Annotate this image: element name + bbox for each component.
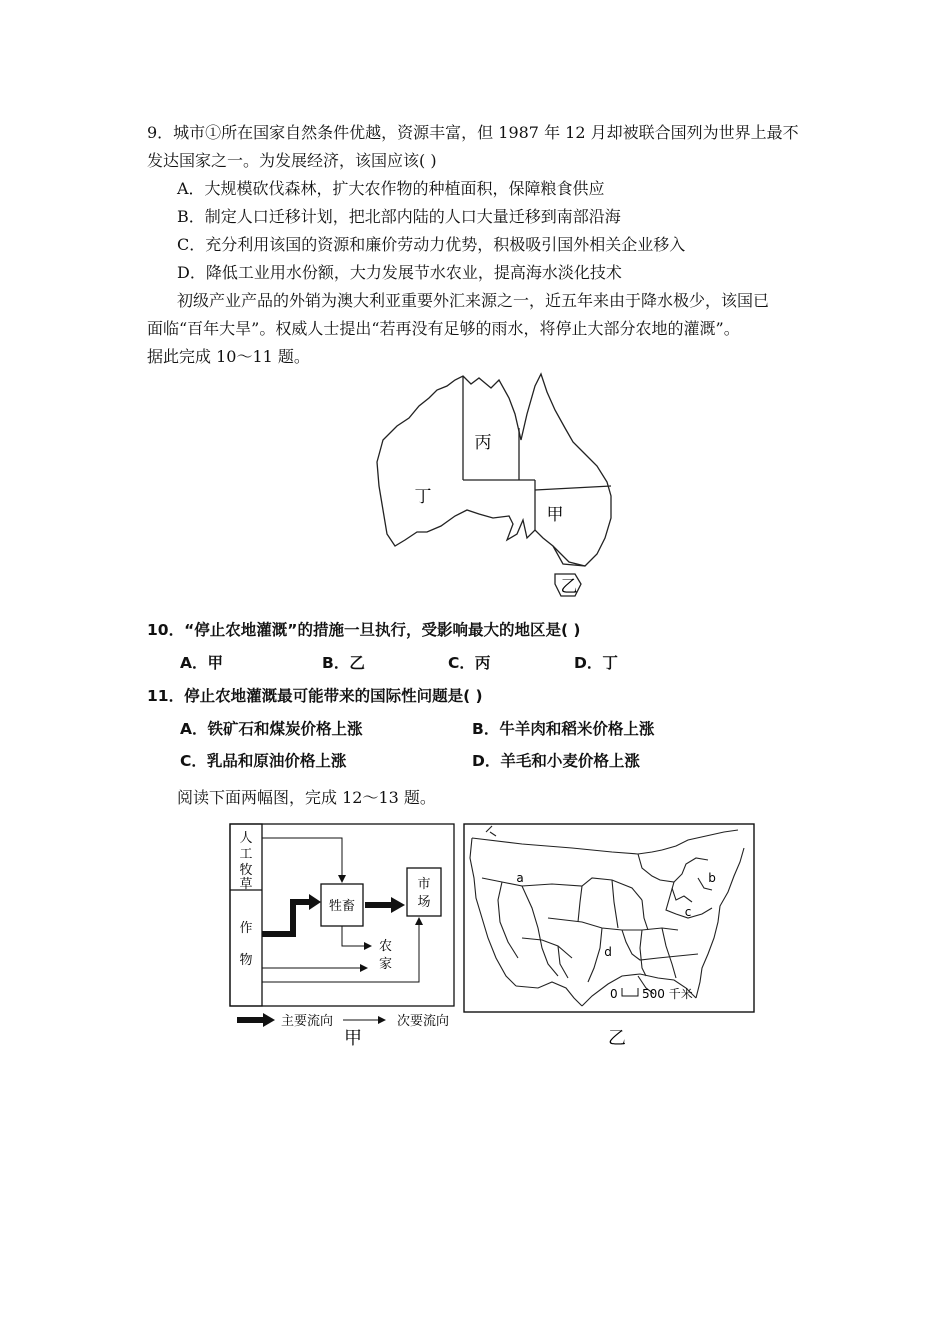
map-label-ding: 丁: [414, 487, 432, 507]
livestock-label: 牲畜: [328, 899, 356, 914]
australia-outline: [377, 374, 611, 596]
map-label-bing: 丙: [474, 433, 492, 453]
flow-diagram: [225, 818, 465, 1050]
q9-option-d: D．降低工业用水份额，大力发展节水农业，提高海水淡化技术: [177, 263, 622, 282]
q10-option-c: C．丙: [448, 654, 491, 672]
flow-diagram-caption: 甲: [344, 1028, 362, 1049]
us-map-label-c: c: [684, 905, 692, 919]
q9-option-a: A．大规模砍伐森林，扩大农作物的种植面积，保障粮食供应: [177, 179, 605, 198]
pasture-to-livestock-arrow: [262, 838, 342, 882]
q11-option-b: B．牛羊肉和稻米价格上涨: [472, 720, 655, 738]
q11-option-c: C．乳品和原油价格上涨: [180, 752, 347, 770]
us-map-caption: 乙: [608, 1028, 626, 1049]
crops-char-2: 物: [239, 953, 253, 968]
passage-line3: 据此完成 10～11 题。: [147, 347, 310, 366]
crops-to-market-arrow: [262, 918, 419, 982]
passage-line2: 面临“百年大旱”。权威人士提出“若再没有足够的雨水，将停止大部分农地的灌溉”。: [147, 319, 740, 338]
crops-char-1: 作: [239, 921, 253, 936]
q10-stem: 10．“停止农地灌溉”的措施一旦执行，受影响最大的地区是( ): [147, 621, 581, 639]
us-map-label-d: d: [604, 945, 612, 959]
q11-option-d: D．羊毛和小麦价格上涨: [472, 752, 640, 770]
q11-option-a: A．铁矿石和煤炭价格上涨: [180, 720, 363, 738]
map-label-jia: 甲: [546, 505, 564, 525]
pasture-char-4: 草: [239, 877, 253, 892]
us-map: [462, 818, 758, 1050]
us-map-scale-zero: 0: [610, 987, 618, 1001]
australia-map: [375, 370, 625, 602]
pasture-char-1: 人: [239, 831, 253, 846]
legend-secondary-label: 次要流向: [397, 1014, 450, 1029]
map-label-yi: 乙: [560, 577, 578, 597]
q9-option-b: B．制定人口迁移计划，把北部内陆的人口大量迁移到南部沿海: [177, 207, 621, 226]
q10-option-b: B．乙: [322, 654, 365, 672]
q11-stem: 11．停止农地灌溉最可能带来的国际性问题是( ): [147, 687, 483, 705]
passage-line1: 初级产业产品的外销为澳大利亚重要外汇来源之一，近五年来由于降水极少，该国已: [177, 291, 770, 310]
us-map-label-b: b: [708, 871, 716, 885]
pasture-char-2: 工: [239, 847, 253, 862]
q9-stem-line2: 发达国家之一。为发展经济，该国应该( ): [147, 151, 437, 170]
read-intro: 阅读下面两幅图，完成 12～13 题。: [177, 788, 436, 807]
crops-to-livestock-main-arrow: [262, 902, 311, 934]
livestock-to-farmhouse-arrow: [342, 926, 371, 946]
market-char-1: 市: [417, 877, 431, 892]
q9-stem-line1: 9．城市①所在国家自然条件优越，资源丰富，但 1987 年 12 月却被联合国列为世界上最不: [147, 123, 799, 142]
us-map-lines: [470, 826, 744, 1006]
us-map-scale-text: 500 千米: [642, 987, 693, 1001]
q10-option-a: A．甲: [180, 654, 223, 672]
pasture-char-3: 牧: [239, 863, 253, 878]
q9-option-c: C．充分利用该国的资源和廉价劳动力优势，积极吸引国外相关企业移入: [177, 235, 686, 254]
farmhouse-char-2: 家: [379, 957, 393, 972]
legend-main-arrow: [263, 1013, 275, 1027]
us-map-scale-bar: [622, 988, 638, 996]
us-map-label-a: a: [516, 871, 524, 885]
farmhouse-char-1: 农: [379, 939, 393, 954]
legend-main-label: 主要流向: [281, 1014, 334, 1029]
market-char-2: 场: [417, 895, 431, 910]
q10-option-d: D．丁: [574, 654, 618, 672]
